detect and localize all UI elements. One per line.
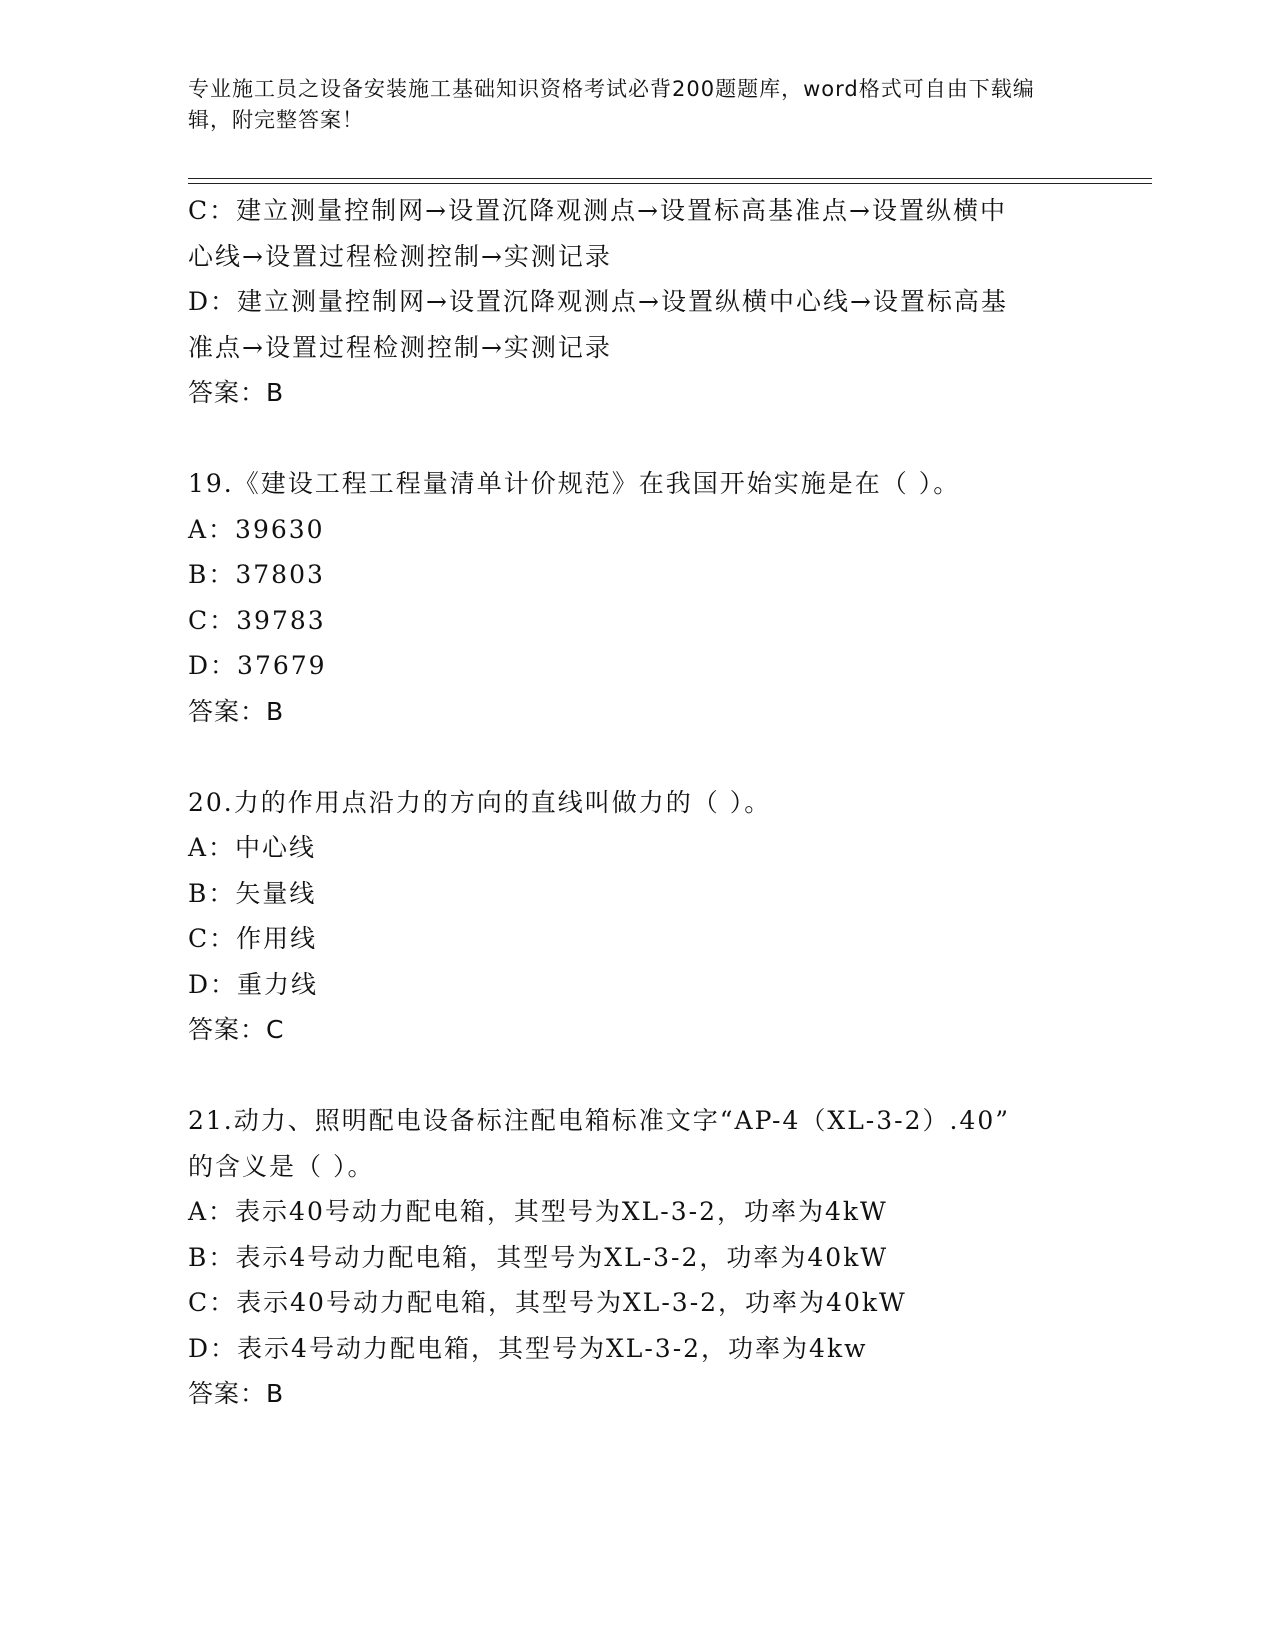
question-line: D：37679 (188, 651, 327, 680)
question-line: C：表示40号动力配电箱，其型号为XL-3-2，功率为40kW (188, 1288, 907, 1317)
question-line: 21.动力、照明配电设备标注配电箱标准文字“AP-4（XL-3-2）.40” (188, 1106, 1011, 1135)
question-list (188, 188, 1088, 1417)
question-line: 准点→设置过程检测控制→实测记录 (188, 332, 612, 362)
question-line: C：39783 (188, 605, 326, 635)
answer-line: 答案：C (188, 1015, 285, 1044)
question-block (188, 1098, 1088, 1417)
question-line: B：矢量线 (188, 878, 317, 908)
block-gap (188, 416, 1088, 462)
question-line: B：表示4号动力配电箱，其型号为XL-3-2，功率为40kW (188, 1242, 889, 1272)
header-rule-bottom (188, 183, 1152, 184)
question-block (188, 780, 1088, 1053)
question-line: D：重力线 (188, 969, 319, 999)
document-header: 专业施工员之设备安装施工基础知识资格考试必背200题题库，word格式可自由下载编辑，附完整答案！ (188, 77, 1035, 132)
question-line: C：作用线 (188, 924, 318, 953)
block-gap (188, 734, 1088, 780)
question-line: 的含义是（ ）。 (188, 1151, 375, 1181)
question-line: A：39630 (188, 514, 325, 544)
question-line: A：中心线 (188, 833, 317, 862)
question-line: 20.力的作用点沿力的方向的直线叫做力的（ ）。 (188, 787, 772, 817)
answer-line: 答案：B (188, 1379, 285, 1408)
answer-line: 答案：B (188, 696, 285, 726)
header-rule-top (188, 178, 1152, 179)
question-line: A：表示40号动力配电箱，其型号为XL-3-2，功率为4kW (188, 1197, 888, 1226)
question-line: D：建立测量控制网→设置沉降观测点→设置纵横中心线→设置标高基 (188, 287, 1008, 316)
question-line: 心线→设置过程检测控制→实测记录 (188, 241, 612, 271)
question-line: D：表示4号动力配电箱，其型号为XL-3-2，功率为4kw (188, 1333, 868, 1363)
question-block (188, 461, 1088, 734)
answer-line: 答案：B (188, 378, 285, 407)
question-line: 19.《建设工程工程量清单计价规范》在我国开始实施是在（ ）。 (188, 469, 961, 498)
question-line: C：建立测量控制网→设置沉降观测点→设置标高基准点→设置纵横中 (188, 196, 1007, 225)
block-gap (188, 1053, 1088, 1099)
question-block (188, 188, 1088, 416)
question-line: B：37803 (188, 560, 325, 589)
